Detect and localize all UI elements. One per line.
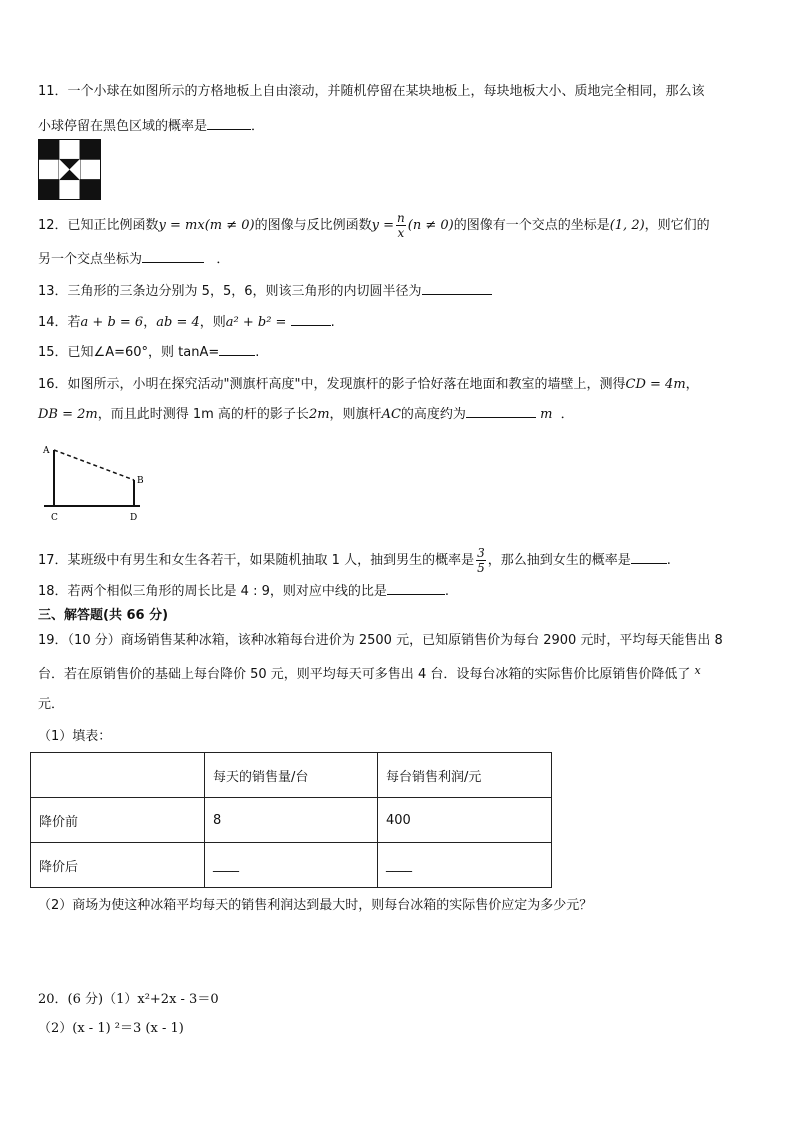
table-row <box>31 798 552 843</box>
table-header-cell: 每台销售利润/元 <box>378 753 552 798</box>
section-heading: 三、解答题(共 66 分) <box>38 608 169 623</box>
q20-line1: 20．(6 分)（1）x²+2x - 3＝0 <box>38 992 219 1007</box>
point-a-label: A <box>43 446 50 456</box>
q13-line: 13．三角形的三条边分别为 5，5，6，则该三角形的内切圆半径为 <box>38 282 492 301</box>
q12-line1: 12．已知正比例函数y = mx(m ≠ 0)的图像与反比例函数y = $\frac{n}{x}$ (n ≠ 0)的图像有一个交点的坐标是(1, 2)，则它们的 <box>38 211 710 240</box>
answer-blank <box>219 343 255 356</box>
fraction-n-over-x: $\frac{n}{x}$ <box>397 211 405 240</box>
flagpole-figure <box>40 440 150 524</box>
q11-line1: 11．一个小球在如图所示的方格地板上自由滚动，并随机停留在某块地板上，每块地板大小、质地完全相同，那么该 <box>38 84 705 99</box>
q11-line2: 小球停留在黑色区域的概率是 ． <box>38 119 265 134</box>
table-cell: 400 <box>378 798 552 843</box>
table-cell: 8 <box>205 798 378 843</box>
sales-table <box>30 752 552 888</box>
grid-tile <box>38 139 59 159</box>
q19-line1: 19．（10 分）商场销售某种冰箱，该种冰箱每台进价为 2500 元，已知原销售价为每台 2900 元时，平均每天能售出 8 <box>38 633 723 648</box>
q15-line: 15．已知∠A=60°，则 tanA= . <box>38 345 260 360</box>
table-cell: 降价前 <box>31 798 205 843</box>
answer-blank <box>387 582 445 595</box>
q19-sub1: （1）填表： <box>38 729 112 744</box>
grid-tile <box>38 180 59 200</box>
answer-blank <box>207 117 251 130</box>
grid-tile <box>80 159 101 179</box>
answer-blank <box>142 250 204 263</box>
grid-tile <box>59 180 80 200</box>
table-cell: ____ <box>378 843 552 888</box>
grid-tile <box>80 180 101 200</box>
q19-line2: 台．若在原销售价的基础上每台降价 50 元，则平均每天可多售出 4 台．设每台冰箱的实际售价比原销售价降低了 $^x$ <box>38 664 701 682</box>
q18-line: 18．若两个相似三角形的周长比是 4 : 9，则对应中线的比是 . <box>38 584 450 599</box>
q17-line: 17．某班级中有男生和女生各若干，如果随机抽取 1 人，抽到男生的概率是 $\frac{3}{5}$ ，那么抽到女生的概率是 . <box>38 546 671 575</box>
grid-tile <box>80 139 101 159</box>
q19-line3: 元． <box>38 697 65 712</box>
answer-blank <box>422 282 492 295</box>
point-c-label: C <box>51 513 58 523</box>
q20-line2: （2）(x - 1) ²＝3 (x - 1) <box>38 1021 184 1036</box>
point-d-label: D <box>130 513 138 523</box>
point-b-label: B <box>137 476 144 486</box>
q16-line1: 16．如图所示，小明在探究活动"测旗杆高度"中，发现旗杆的影子恰好落在地面和教室的墙壁上，测得CD = 4m， <box>38 377 699 392</box>
answer-blank <box>291 313 331 326</box>
table-header-cell: 每天的销售量/台 <box>205 753 378 798</box>
q12-line2: 另一个交点坐标为 ． <box>38 252 230 267</box>
floor-grid-figure <box>38 139 101 200</box>
fraction-3-5: $\frac{3}{5}$ <box>477 546 485 575</box>
table-header-cell <box>31 753 205 798</box>
grid-tile <box>38 159 59 179</box>
q16-line2: DB = 2m，而且此时测得 1m 高的杆的影子长2m，则旗杆AC的高度约为 m ． <box>38 407 574 422</box>
answer-blank <box>466 405 536 418</box>
table-cell: 降价后 <box>31 843 205 888</box>
table-row <box>31 843 552 888</box>
answer-blank <box>631 551 667 564</box>
q14-line: 14．若a + b = 6，ab = 4，则a² + b² = . <box>38 315 335 330</box>
q19-sub2: （2）商场为使这种冰箱平均每天的销售利润达到最大时，则每台冰箱的实际售价应定为多少元？ <box>38 898 593 913</box>
table-header-row <box>31 753 552 798</box>
table-cell: ____ <box>205 843 378 888</box>
grid-tile <box>59 139 80 159</box>
